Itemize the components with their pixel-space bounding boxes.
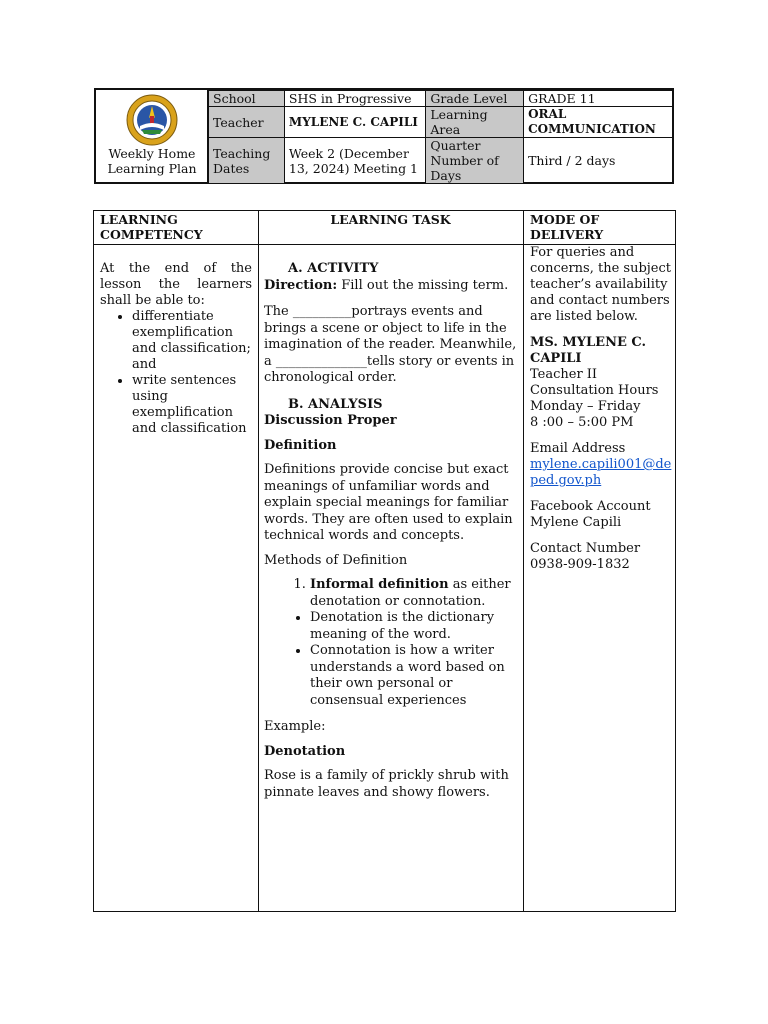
direction-label: Direction: bbox=[264, 277, 338, 293]
consultation-days: Monday – Friday bbox=[530, 399, 641, 414]
delivery-intro: For queries and concerns, the subject teacher’s availability and contact numbers are listed below. bbox=[530, 245, 671, 324]
delivery-cell bbox=[530, 245, 674, 573]
header-info-grid bbox=[208, 90, 674, 184]
fill-in-text: The _________portrays events and brings a scene or object to life in the imagination of the reader. Meanwhile, a ______________tells story or events in chronological order. bbox=[264, 304, 517, 385]
bullet-item: • Connotation is how a writer understands a word based on their own personal or consensual experiences bbox=[310, 643, 522, 709]
bullet-item: • Denotation is the dictionary meaning of the word. bbox=[310, 610, 522, 643]
school-label: School bbox=[209, 91, 285, 107]
denotation-text: Rose is a family of prickly shrub with pinnate leaves and showy flowers. bbox=[264, 768, 509, 800]
analysis-heading: B. ANALYSIS bbox=[288, 396, 383, 412]
competency-intro: At the end of the lesson the learners shall be able to: bbox=[100, 261, 252, 308]
teaching-dates-value: Week 2 (December 13, 2024) Meeting 1 bbox=[284, 138, 425, 184]
competency-cell bbox=[100, 261, 252, 437]
competency-item: • differentiate exemplification and classification; and bbox=[132, 309, 252, 373]
grade-level-value: GRADE 11 bbox=[524, 91, 674, 107]
col-header-delivery: MODE OF DELIVERY bbox=[530, 212, 604, 242]
school-seal-icon bbox=[124, 94, 180, 146]
consultation-hours: 8 :00 – 5:00 PM bbox=[530, 415, 634, 430]
header-table bbox=[94, 88, 674, 184]
denotation-heading: Denotation bbox=[264, 743, 346, 759]
competency-list bbox=[100, 309, 252, 437]
learning-area-label: Learning Area bbox=[426, 107, 524, 138]
definition-text: Definitions provide concise but exact meanings of unfamiliar words and explain special meanings for familiar words. They are often used to explain technical words and concepts. bbox=[264, 462, 513, 543]
contact-label: Contact Number bbox=[530, 541, 641, 556]
facebook-name: Mylene Capili bbox=[530, 515, 622, 530]
quarter-days-label: Quarter Number of Days bbox=[426, 138, 524, 184]
direction-text: Fill out the missing term. bbox=[337, 277, 509, 293]
learning-plan-table bbox=[93, 210, 676, 912]
competency-item: • write sentences using exemplification and classification bbox=[132, 373, 252, 437]
definition-bullets bbox=[264, 610, 522, 709]
quarter-days-value: Third / 2 days bbox=[524, 138, 674, 184]
consultation-label: Consultation Hours bbox=[530, 383, 659, 398]
teacher-label: Teacher bbox=[209, 107, 285, 138]
logo-caption-line-2: Learning Plan bbox=[107, 161, 197, 176]
col-header-task: LEARNING TASK bbox=[330, 212, 451, 227]
logo-caption bbox=[96, 146, 208, 176]
teacher-name: MS. MYLENE C. CAPILI bbox=[530, 335, 647, 366]
teaching-dates-label: Teaching Dates bbox=[209, 138, 285, 184]
column-divider-1 bbox=[258, 211, 259, 911]
definition-heading: Definition bbox=[264, 437, 337, 453]
informal-definition-label: Informal definition bbox=[310, 577, 449, 592]
informal-definition-text: as either denotation or connotation. bbox=[310, 577, 511, 609]
task-cell bbox=[264, 261, 522, 801]
discussion-heading: Discussion Proper bbox=[264, 413, 397, 428]
email-link[interactable]: mylene.capili001@deped.gov.ph bbox=[530, 457, 672, 488]
activity-heading: A. ACTIVITY bbox=[288, 261, 379, 276]
logo-caption-line-1: Weekly Home bbox=[108, 146, 196, 161]
learning-area-value: ORAL COMMUNICATION bbox=[524, 107, 674, 138]
email-label: Email Address bbox=[530, 441, 626, 456]
contact-number: 0938-909-1832 bbox=[530, 557, 630, 572]
methods-heading: Methods of Definition bbox=[264, 552, 408, 568]
logo-cell bbox=[96, 90, 208, 182]
methods-list bbox=[264, 577, 522, 610]
method-item bbox=[310, 577, 522, 610]
teacher-value: MYLENE C. CAPILI bbox=[284, 107, 425, 138]
facebook-label: Facebook Account bbox=[530, 499, 651, 514]
col-header-competency: LEARNING COMPETENCY bbox=[100, 212, 203, 242]
teacher-position: Teacher II bbox=[530, 367, 598, 382]
example-label: Example: bbox=[264, 719, 326, 734]
column-divider-2 bbox=[523, 211, 524, 911]
grade-level-label: Grade Level bbox=[426, 91, 524, 107]
direction bbox=[264, 278, 522, 295]
school-value: SHS in Progressive bbox=[284, 91, 425, 107]
